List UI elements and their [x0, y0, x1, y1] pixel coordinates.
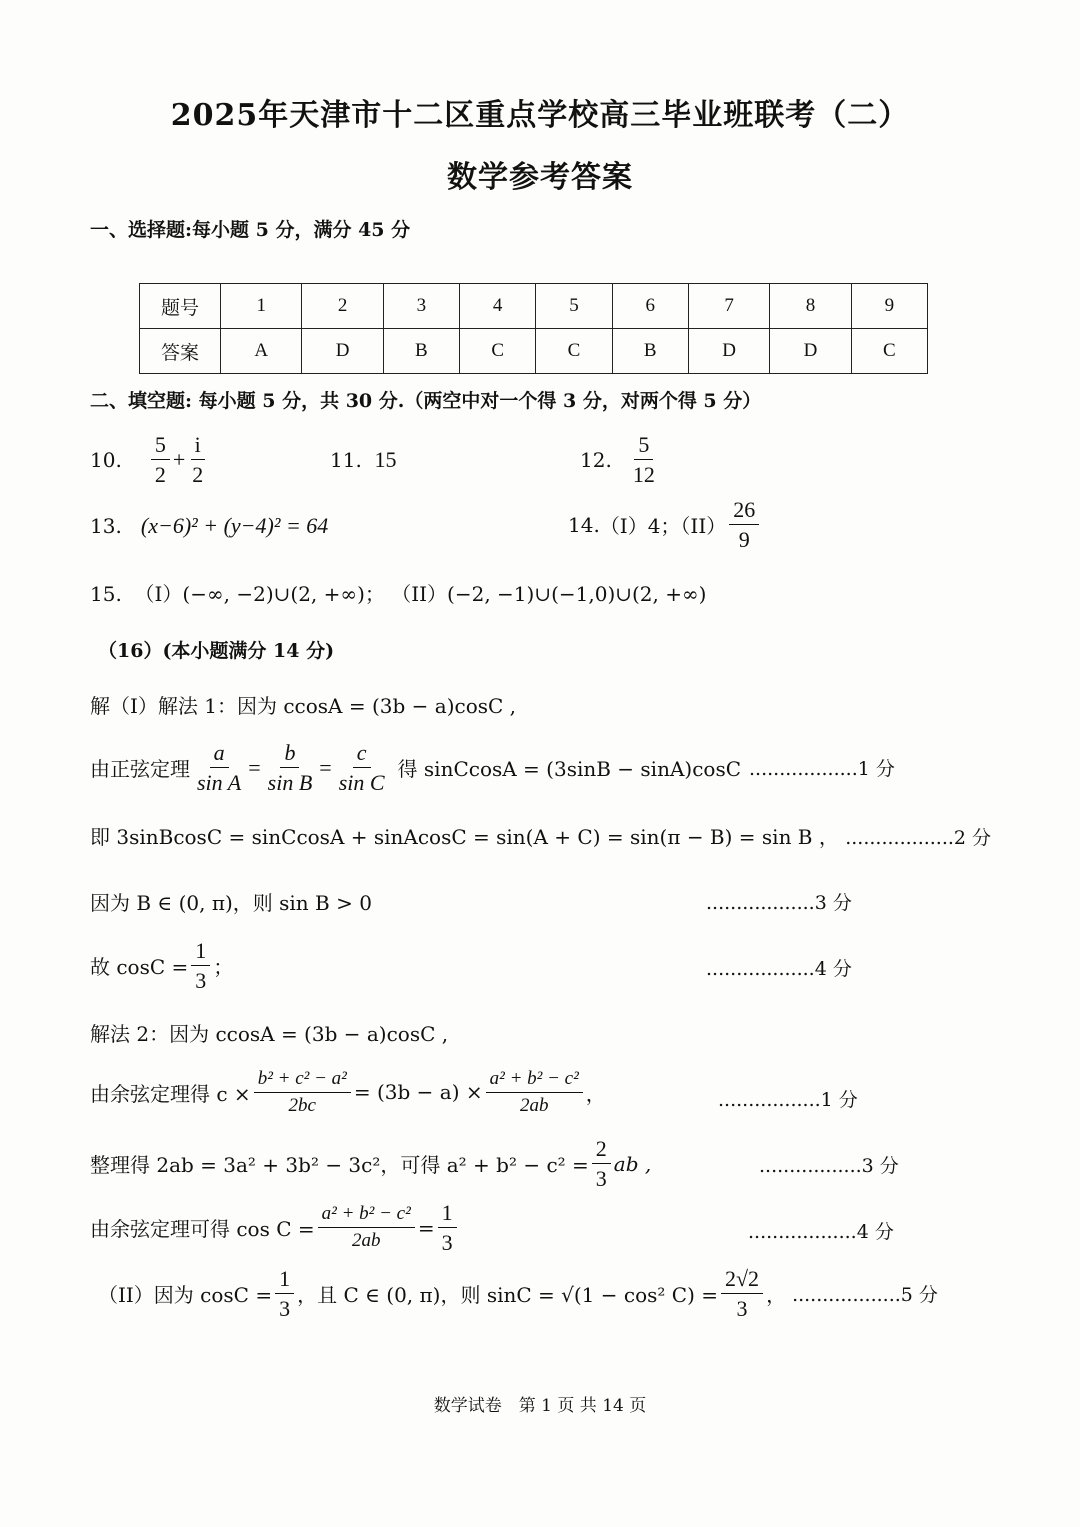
- table-cell: C: [851, 329, 927, 374]
- fraction-denominator: 3: [441, 1230, 453, 1256]
- fraction: [191, 938, 210, 994]
- text: 由余弦定理得 c ×: [90, 1081, 251, 1106]
- fraction: [254, 1068, 351, 1117]
- q13-label: 13.: [90, 514, 122, 538]
- table-cell: 6: [612, 284, 688, 329]
- q14: [568, 497, 762, 553]
- fraction-denominator: sin B: [267, 770, 313, 796]
- table-cell: D: [688, 329, 769, 374]
- q14-label: 14.: [568, 512, 600, 537]
- text: 由正弦定理: [90, 757, 190, 782]
- q11-label: 11.: [330, 448, 362, 472]
- q12-label: 12.: [580, 447, 612, 472]
- q13: [90, 513, 328, 539]
- table-cell: 3: [383, 284, 459, 329]
- score-mark: .................3 分: [759, 1155, 899, 1177]
- table-cell: 2: [302, 284, 383, 329]
- fraction: [592, 1136, 611, 1192]
- page-subtitle: 数学参考答案: [447, 160, 633, 195]
- fraction-denominator: 3: [595, 1166, 607, 1192]
- table-cell: 5: [536, 284, 612, 329]
- q16-line-4: 因为 B ∈ (0, π)，则 sin B > 0: [90, 891, 372, 915]
- score-mark: ..................4 分: [706, 958, 852, 980]
- text: =: [417, 1215, 435, 1240]
- text: 整理得 2ab = 3a² + 3b² − 3c²，可得 a² + b² − c² =: [90, 1153, 589, 1178]
- text: ；: [213, 955, 234, 980]
- q15-answer-2: （II）(−2, −1)∪(−1,0)∪(2, +∞): [391, 582, 707, 606]
- fraction-denominator: 2: [154, 462, 166, 488]
- page-title: 2025年天津市十二区重点学校高三毕业班联考（二）: [170, 98, 910, 133]
- fraction-numerator: 2: [592, 1136, 611, 1164]
- fraction-denominator: 2ab: [351, 1230, 381, 1252]
- table-cell: D: [770, 329, 851, 374]
- text: （II）因为 cosC =: [98, 1283, 273, 1308]
- q16-line-1: 解（I）解法 1：因为 ccosA = (3b − a)cosC ,: [90, 694, 517, 718]
- score-mark: ..................4 分: [748, 1221, 894, 1243]
- q12: [580, 432, 662, 488]
- q10: [90, 432, 210, 488]
- table-cell: 9: [851, 284, 927, 329]
- q11-answer: 15: [374, 447, 397, 472]
- table-cell: B: [612, 329, 688, 374]
- fraction-numerator: 26: [729, 497, 759, 525]
- section1-heading: 一、选择题:每小题 5 分，满分 45 分: [90, 219, 411, 241]
- q16-line-8: [90, 1136, 651, 1192]
- fraction-denominator: sin C: [338, 770, 385, 796]
- q16-line-5: [90, 938, 233, 994]
- table-cell: B: [383, 329, 459, 374]
- fraction-numerator: 1: [438, 1200, 457, 1228]
- q14-answer: （I）4；（II）: [599, 514, 727, 539]
- fraction-numerator: b² + c² − a²: [254, 1068, 351, 1093]
- table-cell: 7: [688, 284, 769, 329]
- table-cell: C: [536, 329, 612, 374]
- fraction-denominator: 3: [736, 1296, 748, 1322]
- q14-fraction: [729, 497, 759, 553]
- table-row: [140, 284, 928, 329]
- table-header-cell: 题号: [140, 284, 221, 329]
- fraction-denominator: 3: [279, 1296, 291, 1322]
- text: = (3b − a) ×: [353, 1080, 483, 1105]
- fraction-denominator: 3: [195, 968, 207, 994]
- text: 即 3sinBcosC = sinCcosA + sinAcosC = sin(A + C) = sin(π − B) = sin B ，: [90, 825, 839, 849]
- answer-table: [139, 283, 928, 374]
- table-cell: 8: [770, 284, 851, 329]
- table-cell: 4: [460, 284, 536, 329]
- q10-fraction-2: [188, 432, 207, 488]
- fraction-numerator: 1: [275, 1266, 294, 1294]
- q11: [330, 447, 397, 473]
- text: 由余弦定理可得 cos C =: [90, 1217, 315, 1242]
- fraction: [275, 1266, 294, 1322]
- q16-line-7: [90, 1068, 606, 1117]
- fraction-numerator: 1: [191, 938, 210, 966]
- text: 得 sinCcosA = (3sinB − sinA)cosC: [397, 757, 742, 782]
- q16-line-6: 解法 2：因为 ccosA = (3b − a)cosC ,: [90, 1022, 449, 1046]
- q16-line-10: [98, 1266, 938, 1322]
- fraction-numerator: i: [191, 432, 205, 460]
- score-mark: ..................5 分: [792, 1284, 938, 1307]
- q10-fraction-1: [151, 432, 170, 488]
- fraction-denominator: 9: [738, 527, 750, 553]
- fraction-numerator: 5: [634, 432, 653, 460]
- table-row: [140, 329, 928, 374]
- plus-sign: +: [172, 446, 186, 472]
- q10-label: 10.: [90, 447, 122, 472]
- fraction: [193, 740, 245, 796]
- score-mark: ..................3 分: [706, 892, 852, 914]
- q13-answer: (x−6)² + (y−4)² = 64: [140, 513, 329, 538]
- fraction-denominator: 12: [632, 462, 655, 488]
- fraction-numerator: b: [280, 740, 299, 768]
- table-cell: 1: [221, 284, 302, 329]
- q15: [90, 578, 706, 607]
- q16-heading: （16）(本小题满分 14 分): [98, 640, 335, 662]
- q15-answer-1: （I）(−∞, −2)∪(2, +∞)；: [134, 582, 385, 606]
- fraction: [721, 1266, 763, 1322]
- fraction-numerator: 2√2: [721, 1266, 763, 1294]
- score-mark: ..................1 分: [749, 758, 895, 781]
- fraction: [264, 740, 317, 796]
- text: ，: [585, 1081, 606, 1106]
- q16-line-9: [90, 1200, 460, 1256]
- fraction: [335, 740, 389, 796]
- q16-line-2: 由正弦定理 $\frac{a}{\text{sin A}}$ = $\frac{b}{\text{sin B}}$ = $\frac{c}{\text{sin C}}$ 得 sinCcosA = (3sinB − sinA)cosC ..................1 分: [90, 740, 895, 796]
- fraction-numerator: c: [353, 740, 371, 768]
- q12-fraction: [629, 432, 659, 488]
- table-header-cell: 答案: [140, 329, 221, 374]
- fraction-denominator: sin A: [197, 770, 242, 796]
- fraction: [318, 1203, 415, 1252]
- text: 故 cosC =: [90, 955, 189, 980]
- table-cell: A: [221, 329, 302, 374]
- fraction-numerator: a: [210, 740, 229, 768]
- text: ，且 C ∈ (0, π)，则 sinC = √(1 − cos² C) =: [297, 1283, 718, 1308]
- page-footer: 数学试卷 第 1 页 共 14 页: [433, 1396, 647, 1416]
- fraction-denominator: 2bc: [288, 1094, 316, 1116]
- score-mark: .................1 分: [718, 1089, 858, 1111]
- fraction: [486, 1068, 583, 1117]
- fraction-numerator: a² + b² − c²: [486, 1068, 583, 1093]
- text: ，: [766, 1283, 787, 1308]
- fraction-numerator: 5: [151, 432, 170, 460]
- table-cell: D: [302, 329, 383, 374]
- score-mark: ..................2 分: [845, 827, 992, 849]
- fraction-denominator: 2: [192, 462, 204, 488]
- section2-heading: 二、填空题: 每小题 5 分，共 30 分.（两空中对一个得 3 分，对两个得 5 分）: [90, 390, 762, 412]
- q16-line-3: [90, 821, 991, 850]
- fraction: [438, 1200, 457, 1256]
- fraction-numerator: a² + b² − c²: [318, 1203, 415, 1228]
- table-cell: C: [460, 329, 536, 374]
- q15-label: 15.: [90, 582, 122, 606]
- text: ab ,: [613, 1151, 652, 1176]
- fraction-denominator: 2ab: [519, 1094, 549, 1116]
